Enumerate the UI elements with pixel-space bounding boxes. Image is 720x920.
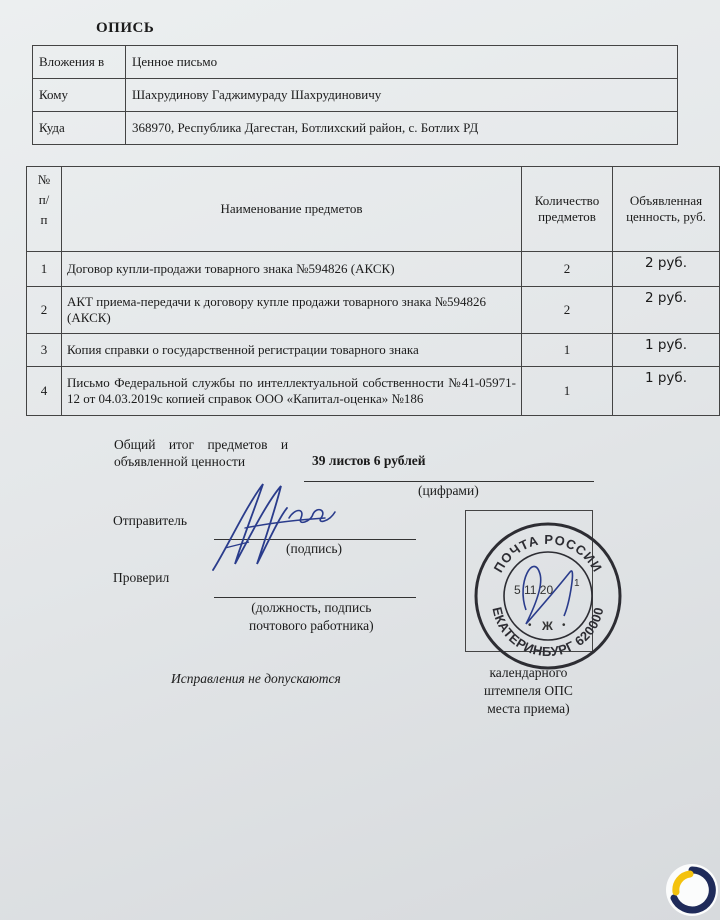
row-quantity: 2 xyxy=(522,252,613,287)
total-underline xyxy=(304,481,594,482)
col-header-number-l3: п xyxy=(40,212,48,228)
total-caption: (цифрами) xyxy=(418,483,479,498)
header-row-recipient xyxy=(33,79,678,112)
row-number: 1 xyxy=(27,252,62,287)
calendar-stamp-caption-line2: штемпеля ОПС xyxy=(484,683,573,698)
total-label xyxy=(114,436,288,470)
checked-label: Проверил xyxy=(113,570,170,585)
attachment-value: Ценное письмо xyxy=(126,46,678,79)
col-header-value-l2: ценность, руб. xyxy=(626,209,706,224)
total-label-line2: объявленной ценности xyxy=(114,454,246,469)
checked-signature-line xyxy=(214,597,416,598)
table-row xyxy=(27,334,720,367)
row-item-name: Письмо Федеральной службы по интеллектуальной собственности №41-05971-12 от 04.03.2019с копией справок ООО «Капитал-оценка» №186 xyxy=(62,367,522,416)
header-table xyxy=(32,45,678,145)
sender-label: Отправитель xyxy=(113,513,187,528)
header-row-address xyxy=(33,112,678,145)
row-number: 2 xyxy=(27,287,62,334)
corrections-note: Исправления не допускаются xyxy=(171,671,341,686)
row-item-name: Копия справки о государственной регистрации товарного знака xyxy=(62,334,522,367)
row-quantity: 1 xyxy=(522,367,613,416)
svg-text:•: • xyxy=(562,620,566,631)
recipient-label: Кому xyxy=(33,79,126,112)
address-value: 368970, Республика Дагестан, Ботлихский район, с. Ботлих РД xyxy=(126,112,678,145)
recipient-value: Шахрудинову Гаджимураду Шахрудиновичу xyxy=(126,79,678,112)
row-number: 3 xyxy=(27,334,62,367)
row-item-name: АКТ приема-передачи к договору купле продажи товарного знака №594826 (АКСК) xyxy=(62,287,522,334)
svg-text:ЕКАТЕРИНБУРГ 620000: ЕКАТЕРИНБУРГ 620000 xyxy=(489,605,607,660)
corner-logo xyxy=(664,862,720,918)
total-label-line1: Общий итог предметов и xyxy=(114,437,289,452)
svg-text:ПОЧТА РОССИИ: ПОЧТА РОССИИ xyxy=(490,531,606,576)
calendar-stamp-caption-line3: места приема) xyxy=(487,701,570,716)
row-item-name: Договор купли-продажи товарного знака №594826 (АКСК) xyxy=(62,252,522,287)
checked-caption-line2: почтового работника) xyxy=(249,618,374,633)
table-row xyxy=(27,287,720,334)
col-header-name: Наименование предметов xyxy=(62,167,522,252)
row-value: 2 руб. xyxy=(613,287,720,334)
sender-caption: (подпись) xyxy=(286,541,343,556)
row-number: 4 xyxy=(27,367,62,416)
row-value: 2 руб. xyxy=(613,252,720,287)
svg-text:5 11 20: 5 11 20 xyxy=(514,583,554,597)
document-title: ОПИСЬ xyxy=(96,20,155,36)
svg-text:1: 1 xyxy=(574,578,580,589)
checked-caption-line1: (должность, подпись xyxy=(251,600,372,615)
col-header-quantity-l1: Количество xyxy=(534,193,600,208)
calendar-stamp-caption-line1: календарного xyxy=(489,665,568,680)
table-row xyxy=(27,252,720,287)
svg-text:•: • xyxy=(528,620,532,631)
total-value: 39 листов 6 рублей xyxy=(312,453,426,468)
postal-stamp xyxy=(466,512,626,672)
address-label: Куда xyxy=(33,112,126,145)
col-header-quantity-l2: предметов xyxy=(538,209,596,224)
col-header-number-l1: № xyxy=(37,172,51,187)
svg-text:Ж: Ж xyxy=(542,619,553,633)
row-quantity: 2 xyxy=(522,287,613,334)
checked-caption xyxy=(249,599,374,635)
attachment-label: Вложения в xyxy=(33,46,126,79)
table-row xyxy=(27,367,720,416)
row-quantity: 1 xyxy=(522,334,613,367)
sender-signature xyxy=(205,478,345,578)
col-header-number-l2: п/ xyxy=(38,192,50,208)
header-row-attachment xyxy=(33,46,678,79)
col-header-quantity xyxy=(522,167,613,252)
col-header-value-l1: Объявленная xyxy=(629,193,703,208)
col-header-number xyxy=(27,167,62,252)
items-table xyxy=(26,166,720,416)
col-header-value xyxy=(613,167,720,252)
calendar-stamp-caption xyxy=(484,664,573,718)
items-header-row xyxy=(27,167,720,252)
row-value: 1 руб. xyxy=(613,367,720,416)
row-value: 1 руб. xyxy=(613,334,720,367)
